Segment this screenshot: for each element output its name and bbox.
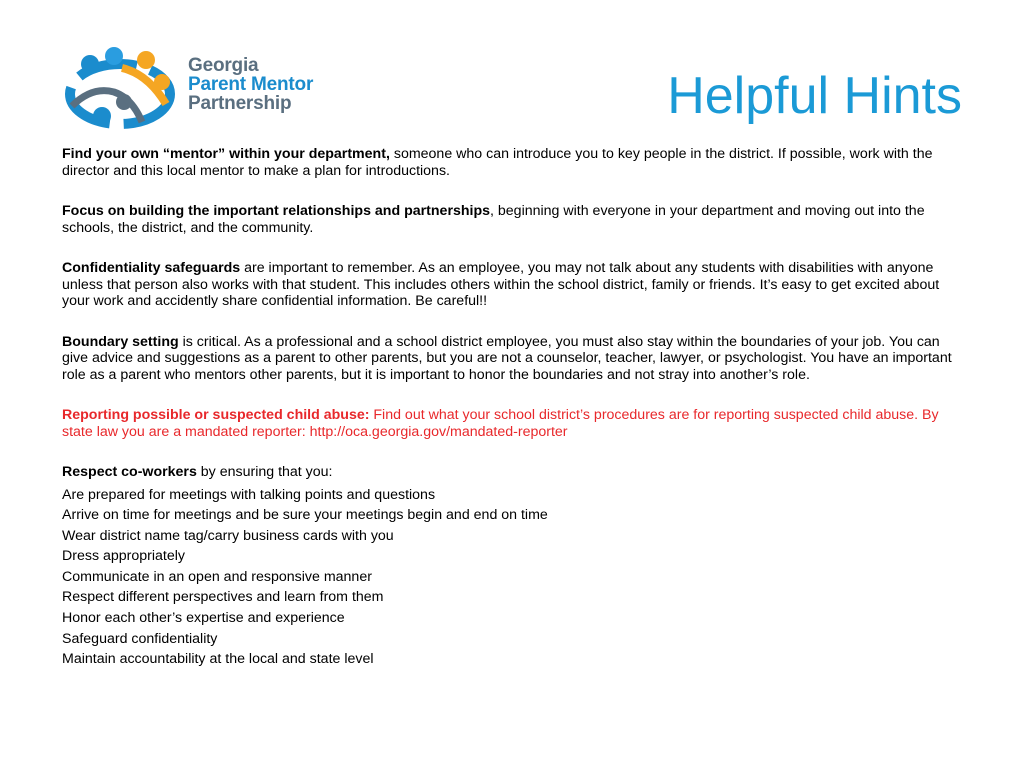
list-item: Dress appropriately [62, 548, 186, 565]
hint-abuse-heading: Reporting possible or suspected child abuse: [62, 407, 370, 423]
hint-mentor-text: someone who can introduce you to key people in the district. If possible, work with the director and this local mentor to make a plan for introductions. [62, 146, 933, 179]
hint-mentor [62, 146, 962, 179]
respect-list [62, 485, 962, 670]
hint-mentor-heading: Find your own “mentor” within your department, [62, 146, 390, 162]
list-item: Wear district name tag/carry business cards with you [62, 527, 394, 544]
list-item: Respect different perspectives and learn from them [62, 589, 384, 606]
logo-line-georgia: Georgia [188, 55, 259, 76]
hint-abuse-text: Find out what your school district’s procedures are for reporting suspected child abuse. By state law you are a mandated reporter: http://oca.georgia.gov/mandated-reporter [62, 407, 939, 440]
hint-boundary-heading: Boundary setting [62, 333, 179, 350]
hint-abuse [62, 407, 962, 440]
logo-line-parent-mentor: Parent Mentor [188, 74, 314, 95]
hint-respect [62, 464, 962, 481]
hints-body [62, 146, 962, 670]
list-item: Communicate in an open and responsive manner [62, 568, 372, 585]
hint-confidentiality-text: are important to remember. As an employee, you may not talk about any students with disabilities with anyone unless that person also works with that student. This includes others within the school district, family or friends. It’s easy to get excited about your work and accidently share confidential information. Be careful!! [62, 260, 940, 309]
list-item: Safeguard confidentiality [62, 630, 218, 647]
hint-relationships-text: , beginning with everyone in your department and moving out into the schools, the district, and the community. [62, 203, 925, 236]
hint-relationships-heading: Focus on building the important relationships and partnerships [62, 203, 491, 219]
hint-confidentiality [62, 260, 962, 310]
hint-boundary-text: is critical. As a professional and a school district employee, you must also stay within the boundaries of your job. You can give advice and suggestions as a parent to other parents, but you are not a counselor, teacher, lawyer, or psychologist. You have an important role as a parent who mentors other parents, but it is important to honor the boundaries and not stray into another’s role. [62, 333, 952, 383]
gpmp-logo [62, 46, 322, 142]
hint-respect-text: by ensuring that you: [196, 464, 333, 480]
list-item: Maintain accountability at the local and state level [62, 651, 374, 668]
people-circle-logo-icon [62, 46, 180, 138]
page-title: Helpful Hints [667, 67, 962, 125]
hint-confidentiality-heading: Confidentiality safeguards [62, 260, 241, 276]
hint-respect-heading: Respect co-workers [62, 464, 197, 480]
hint-boundary [62, 334, 962, 384]
list-item: Honor each other’s expertise and experience [62, 610, 345, 627]
logo-wordmark [188, 56, 313, 113]
list-item: Arrive on time for meetings and be sure your meetings begin and end on time [62, 507, 548, 524]
logo-line-partnership: Partnership [188, 93, 292, 114]
hint-relationships [62, 203, 962, 236]
list-item: Are prepared for meetings with talking points and questions [62, 486, 436, 503]
